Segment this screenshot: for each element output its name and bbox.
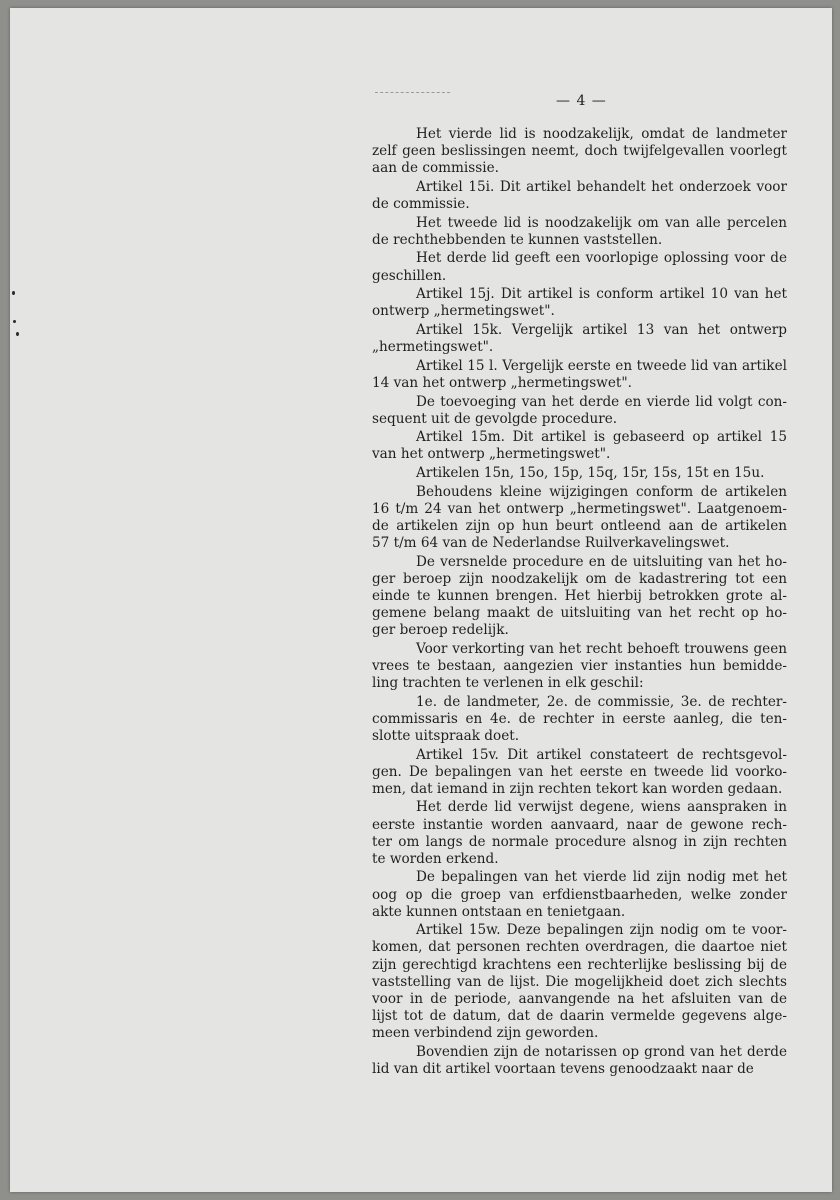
paragraph [372,286,787,320]
text-line: gemene belang maakt de uitsluiting van het recht op ho- [372,605,787,622]
text-line: vrees te bestaan, aangezien vier instanties hun bemidde- [372,657,787,674]
text-line: komen, dat personen rechten overdragen, die daartoe niet [372,939,787,956]
paragraph [372,179,787,213]
margin-speck [16,332,19,336]
text-line: lid van dit artikel voortaan tevens genoodzaakt naar de [372,1060,754,1077]
document-page [10,8,832,1192]
paragraph [372,484,787,552]
text-line: ter om langs de normale procedure alsnog in zijn rechten [372,833,787,850]
text-line: Het vierde lid is noodzakelijk, omdat de landmeter [416,126,787,142]
paragraph [372,869,787,920]
text-line: voor in de periode, aanvangende na het afsluiten van de [372,990,787,1007]
paragraph [372,394,787,428]
text-line: Het derde lid geeft een voorlopige oplossing voor de [416,250,787,267]
text-line: De bepalingen van het vierde lid zijn nodig met het [416,869,787,886]
text-line: ontwerp „hermetingswet". [372,303,555,320]
text-line: de rechthebbenden te kunnen vaststellen. [372,231,663,248]
text-line: ger beroep zijn noodzakelijk om de kadastrering tot een [372,570,787,587]
text-line: oog op die groep van erfdienstbaarheden, welke zonder [372,886,787,903]
text-line: sequent uit de gevolgde procedure. [372,410,618,427]
text-line: Artikel 15i. Dit artikel behandelt het onderzoek voor [416,178,787,195]
text-line: geschillen. [372,267,447,284]
paragraph [372,429,787,463]
text-line: lijst tot de datum, dat de daarin vermelde gegevens alge- [372,1007,787,1024]
text-line: Het tweede lid is noodzakelijk om van alle percelen [416,214,787,231]
text-line: van het ontwerp „hermetingswet". [372,446,611,463]
paragraph [372,358,787,392]
paragraph [372,1044,787,1078]
text-line: aan de commissie. [372,160,499,177]
paragraph [372,694,787,745]
text-line: 14 van het ontwerp „hermetingswet". [372,374,632,391]
text-line: commissaris en 4e. de rechter in eerste aanleg, die ten- [372,710,787,727]
text-line: ling trachten te verlenen in elk geschil: [372,675,644,692]
text-line: Artikel 15v. Dit artikel constateert de rechtsgevol- [416,746,787,763]
text-line: akte kunnen ontstaan en tenietgaan. [372,903,626,920]
page-number: — 4 — [556,93,607,109]
text-line: te worden erkend. [372,850,499,867]
text-line: Artikel 15 l. Vergelijk eerste en tweede lid van artikel [416,357,787,374]
paragraph [372,922,787,1042]
text-line: De toevoeging van het derde en vierde lid volgt con- [416,393,787,410]
paragraph [372,215,787,249]
text-line: Artikel 15j. Dit artikel is conform artikel 10 van het [416,286,787,303]
paragraph [372,554,787,639]
text-line: zijn gerechtigd krachtens een rechterlijke beslissing bij de [372,956,787,973]
text-line: gen. De bepalingen van het eerste en tweede lid voorko- [372,763,787,780]
text-line: Bovendien zijn de notarissen op grond van het derde [416,1043,787,1060]
text-line: „hermetingswet". [372,339,494,356]
text-line: meen verbindend zijn geworden. [372,1024,599,1041]
paragraph [372,641,787,692]
paragraph [372,250,787,284]
text-line: slotte uitspraak doet. [372,727,520,744]
text-line: Artikel 15m. Dit artikel is gebaseerd op artikel 15 [416,429,787,446]
text-line: 57 t/m 64 van de Nederlandse Ruilverkavelingswet. [372,535,730,552]
paragraph [372,747,787,798]
margin-speck [12,291,15,295]
text-line: men, dat iemand in zijn rechten tekort kan worden gedaan. [372,780,783,797]
text-line: Artikelen 15n, 15o, 15p, 15q, 15r, 15s, 15t en 15u. [416,465,765,482]
text-line: ger beroep redelijk. [372,622,509,639]
text-line: de commissie. [372,195,470,212]
text-line: vaststelling van de lijst. Die mogelijkheid doet zich slechts [372,973,787,990]
paragraph [372,322,787,356]
text-line: Artikel 15w. Deze bepalingen zijn nodig om te voor- [416,922,787,939]
text-line: de artikelen zijn op hun beurt ontleend aan de artikelen [372,518,787,534]
text-line: 1e. de landmeter, 2e. de commissie, 3e. de rechter- [416,693,787,710]
header-rule [375,92,450,94]
paragraph [372,799,787,867]
text-line: eerste instantie worden aanvaard, naar de gewone rech- [372,816,787,833]
text-line: De versnelde procedure en de uitsluiting van het ho- [416,553,787,570]
text-line: Het derde lid verwijst degene, wiens aanspraken in [416,799,787,816]
margin-speck [13,320,16,323]
text-line: Behoudens kleine wijzigingen conform de artikelen [416,483,787,500]
paragraph [372,126,787,177]
text-line: einde te kunnen brengen. Het hierbij betrokken grote al- [372,587,787,604]
text-line: Voor verkorting van het recht behoeft trouwens geen [416,640,787,657]
paragraph [372,465,787,482]
body-text [372,126,787,1079]
text-line: 16 t/m 24 van het ontwerp „hermetingswet". Laatgenoem- [372,500,787,517]
text-line: zelf geen beslissingen neemt, doch twijfelgevallen voorlegt [372,143,787,160]
text-line: Artikel 15k. Vergelijk artikel 13 van het ontwerp [416,322,787,338]
